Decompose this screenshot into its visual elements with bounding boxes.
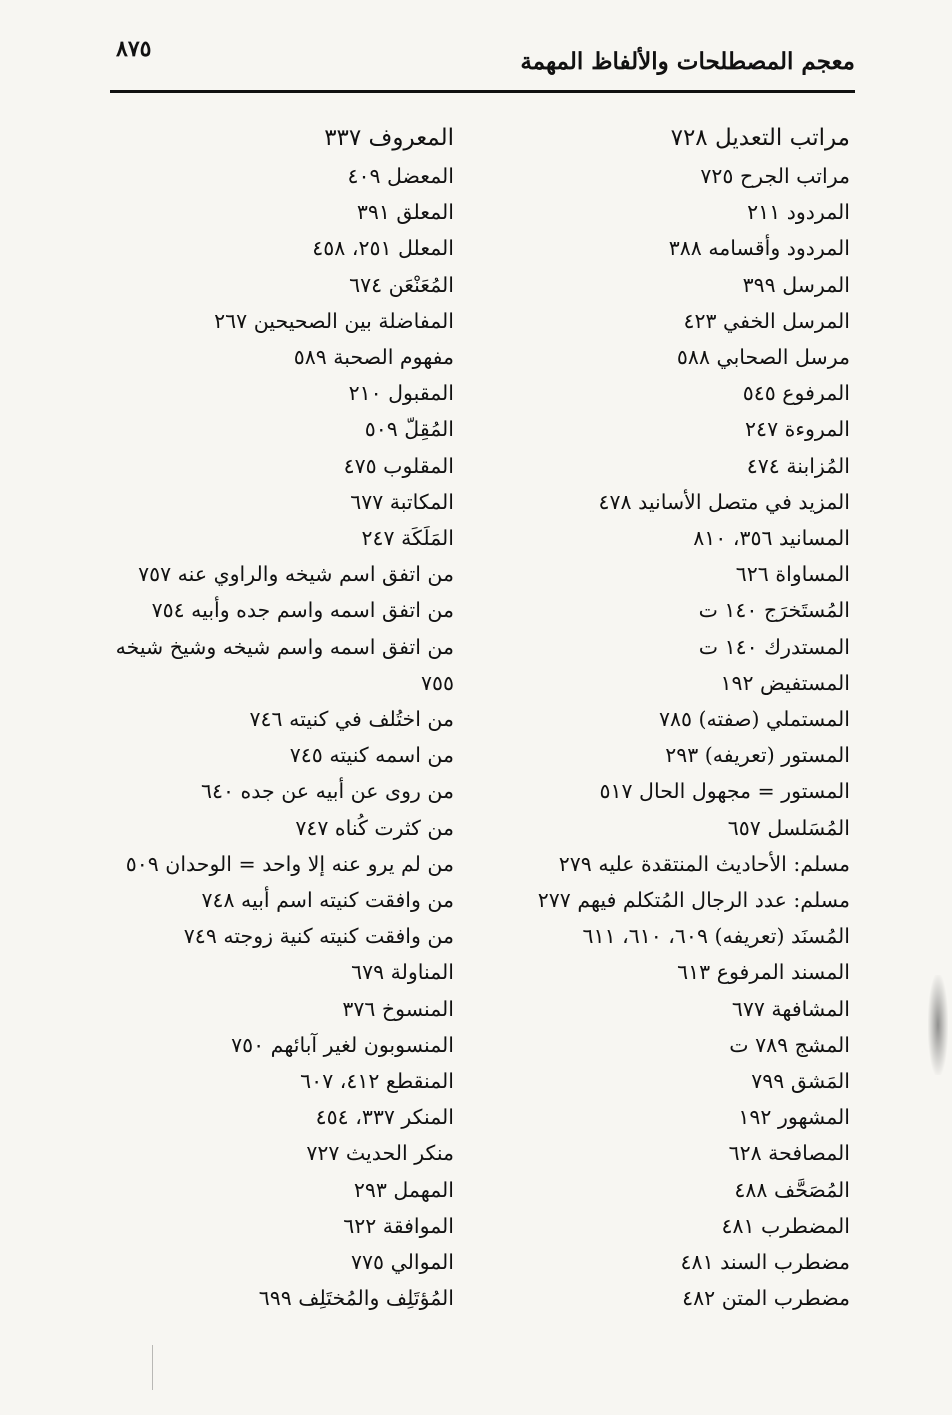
index-entry: المعلل ٢٥١، ٤٥٨ — [312, 236, 454, 261]
index-entry: من روى عن أبيه عن جده ٦٤٠ — [200, 779, 454, 804]
index-entry: المستور (تعريفه) ٢٩٣ — [665, 743, 850, 768]
index-entry: منكر الحديث ٧٢٧ — [306, 1141, 454, 1166]
index-entry: المستفيض ١٩٢ — [720, 670, 850, 695]
index-entry: من اختُلف في كنيته ٧٤٦ — [249, 707, 454, 732]
index-entry: مفهوم الصحبة ٥٨٩ — [293, 345, 454, 370]
index-entry: المصافحة ٦٢٨ — [728, 1141, 850, 1166]
scan-artifact — [928, 975, 948, 1075]
index-column-left — [94, 118, 454, 1317]
index-entry: المروءة ٢٤٧ — [745, 417, 850, 442]
index-entry: المنسوبون لغير آبائهم ٧٥٠ — [231, 1032, 454, 1057]
index-entry: المعروف ٣٣٧ — [324, 125, 454, 151]
index-entry: المناولة ٦٧٩ — [351, 960, 454, 985]
index-entry: المشهور ١٩٢ — [738, 1105, 850, 1130]
index-entry: من اسمه كنيته ٧٤٥ — [289, 743, 454, 768]
running-title: معجم المصطلحات والألفاظ المهمة — [520, 48, 855, 75]
index-entry: المَلَكَة ٢٤٧ — [361, 526, 454, 551]
index-entry: المسانيد ٣٥٦، ٨١٠ — [693, 526, 850, 551]
index-entry: المساواة ٦٢٦ — [735, 562, 850, 587]
index-entry: المفاضلة بين الصحيحين ٢٦٧ — [214, 308, 454, 333]
gutter-line — [152, 1345, 153, 1390]
index-entry: المنكر ٣٣٧، ٤٥٤ — [315, 1105, 454, 1130]
index-entry: مضطرب المتن ٤٨٢ — [682, 1286, 850, 1311]
index-entry: المُصَحَّف ٤٨٨ — [734, 1177, 850, 1202]
index-column-right — [510, 118, 850, 1317]
index-entry: المكاتبة ٦٧٧ — [350, 489, 454, 514]
index-entry: المردود وأقسامه ٣٨٨ — [668, 236, 850, 261]
index-entry: من اتفق اسمه واسم شيخه وشيخ شيخه ٧٥٥ — [115, 634, 454, 695]
index-entry: من اتفق اسم شيخه والراوي عنه ٧٥٧ — [138, 562, 454, 587]
index-entry: المقلوب ٤٧٥ — [343, 453, 454, 478]
index-entry: مرسل الصحابي ٥٨٨ — [676, 345, 850, 370]
index-entry: المُزابنة ٤٧٤ — [746, 453, 850, 478]
index-entry: الموالي ٧٧٥ — [351, 1250, 454, 1275]
index-entry: المستدرك ١٤٠ ت — [698, 634, 850, 659]
index-entry: المشج ٧٨٩ ت — [729, 1032, 850, 1057]
index-entry: المرسل ٣٩٩ — [742, 272, 850, 297]
index-entry: الموافقة ٦٢٢ — [343, 1213, 454, 1238]
index-entry: المضطرب ٤٨١ — [721, 1213, 850, 1238]
index-entry: المرفوع ٥٤٥ — [742, 381, 850, 406]
index-entry: المعلق ٣٩١ — [356, 200, 454, 225]
index-entry: مراتب التعديل ٧٢٨ — [670, 125, 850, 151]
index-entry: مسلم: عدد الرجال المُتكلم فيهم ٢٧٧ — [537, 888, 850, 913]
index-entry: من وافقت كنيته كنية زوجته ٧٤٩ — [183, 924, 454, 949]
index-entry: من كثرت كُناه ٧٤٧ — [295, 815, 454, 840]
index-entry: المُسَلسل ٦٥٧ — [727, 815, 850, 840]
index-entry: المُسنَد (تعريفه) ٦٠٩، ٦١٠، ٦١١ — [582, 924, 850, 949]
index-entry: المستور = مجهول الحال ٥١٧ — [599, 779, 850, 804]
index-entry: المسند المرفوع ٦١٣ — [677, 960, 850, 985]
page-header — [110, 30, 855, 96]
index-entry: من لم يرو عنه إلا واحد = الوحدان ٥٠٩ — [125, 851, 454, 876]
index-entry: المشافهة ٦٧٧ — [731, 996, 850, 1021]
index-entry: من وافقت كنيته اسم أبيه ٧٤٨ — [201, 888, 454, 913]
index-entry: المُؤتَلِف والمُختَلِف ٦٩٩ — [258, 1286, 454, 1311]
index-entry: المرسل الخفي ٤٢٣ — [683, 308, 850, 333]
index-entry: المعضل ٤٠٩ — [347, 164, 454, 188]
index-entry: المنقطع ٤١٢، ٦٠٧ — [300, 1069, 454, 1094]
index-entry: مضطرب السند ٤٨١ — [680, 1250, 850, 1275]
index-entry: من اتفق اسمه واسم جده وأبيه ٧٥٤ — [151, 598, 454, 623]
index-entry: المُعَنْعَن ٦٧٤ — [349, 272, 454, 297]
index-entry: المردود ٢١١ — [747, 200, 850, 225]
index-entry: المستملي (صفته) ٧٨٥ — [658, 707, 850, 732]
index-entry: المهمل ٢٩٣ — [353, 1177, 454, 1202]
index-entry: مسلم: الأحاديث المنتقدة عليه ٢٧٩ — [558, 851, 850, 876]
index-entry: مراتب الجرح ٧٢٥ — [700, 164, 850, 188]
index-entry: المقبول ٢١٠ — [348, 381, 454, 406]
page-number: ٨٧٥ — [116, 36, 152, 62]
index-entry: المَشق ٧٩٩ — [751, 1069, 850, 1094]
index-entry: المزيد في متصل الأسانيد ٤٧٨ — [598, 489, 850, 514]
index-entry: المُستَخرَج ١٤٠ ت — [698, 598, 850, 623]
index-entry: المُقِلّ ٥٠٩ — [364, 417, 454, 442]
header-rule — [110, 90, 855, 93]
index-entry: المنسوخ ٣٧٦ — [342, 996, 454, 1021]
